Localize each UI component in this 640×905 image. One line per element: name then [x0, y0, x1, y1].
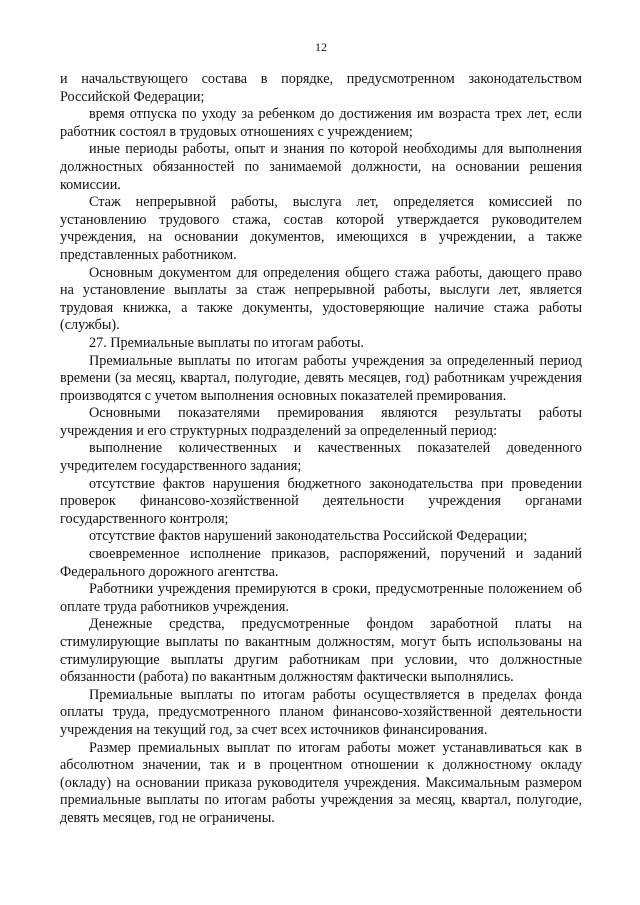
paragraph: и начальствующего состава в порядке, предусмотренном законодательством Российской Федерации;: [60, 71, 582, 105]
paragraph: Премиальные выплаты по итогам работы осуществляется в пределах фонда оплаты труда, предусмотренного планом финансово-хозяйственной деятельности учреждения на текущий год, за счет всех источников финансирования.: [60, 686, 582, 738]
paragraph: Стаж непрерывной работы, выслуга лет, определяется комиссией по установлению трудового стажа, состав которой утверждается руководителем учреждения, на основании документов, имеющихся в учреждении, а также представленных работником.: [60, 194, 582, 263]
list-item: выполнение количественных и качественных показателей доведенного учредителем государственного задания;: [60, 440, 582, 475]
paragraph: Денежные средства, предусмотренные фондом заработной платы на стимулирующие выплаты по вакантным должностям, могут быть использованы на стимулирующие выплаты другим работникам при условии, что должностные обязанности (работа) по вакантным должностям фактически выполнялись.: [60, 616, 582, 686]
paragraph: Размер премиальных выплат по итогам работы может устанавливаться как в абсолютном значении, так и в процентном отношении к должностному окладу (окладу) на основании приказа руководителя учреждения. Максимальным размером премиальные выплаты по итогам работы учреждения за месяц, квартал, полугодие, девять месяцев, год не ограничены.: [60, 739, 582, 826]
paragraph: Премиальные выплаты по итогам работы учреждения за определенный период времени (за месяц, квартал, полугодие, девять месяцев, год) работникам учреждения производятся с учетом выполнения основных показателей премирования.: [60, 352, 582, 404]
document-body: [60, 71, 582, 828]
page-number: 12: [315, 40, 327, 54]
paragraph: время отпуска по уходу за ребенком до достижения им возраста трех лет, если работник состоял в трудовых отношениях с учреждением;: [60, 106, 582, 140]
list-item: отсутствие фактов нарушения бюджетного законодательства при проведении проверок финансово-хозяйственной деятельности учреждения органами государственного контроля;: [60, 475, 582, 527]
list-item: отсутствие фактов нарушений законодательства Российской Федерации;: [89, 528, 528, 545]
paragraph: иные периоды работы, опыт и знания по которой необходимы для выполнения должностных обязанностей по занимаемой должности, на основании решения комиссии.: [60, 141, 582, 193]
section-heading: 27. Премиальные выплаты по итогам работы.: [89, 334, 364, 351]
paragraph: Основным документом для определения общего стажа работы, дающего право на установление выплаты за стаж непрерывной работы, выслуги лет, является трудовая книжка, а также документы, удостоверяющие наличие стажа работы (службы).: [60, 264, 582, 334]
paragraph: Основными показателями премирования являются результаты работы учреждения и его структурных подразделений за определенный период:: [60, 405, 582, 439]
list-item: своевременное исполнение приказов, распоряжений, поручений и заданий Федерального дорожного агентства.: [60, 546, 582, 580]
paragraph: Работники учреждения премируются в сроки, предусмотренные положением об оплате труда работников учреждения.: [60, 581, 582, 615]
